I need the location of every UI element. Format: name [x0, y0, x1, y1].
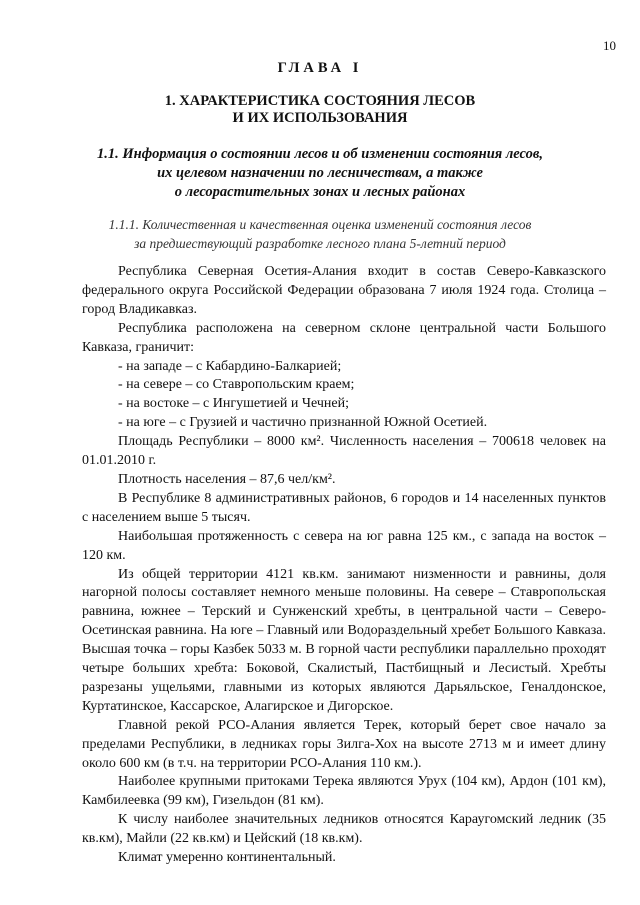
- paragraph: Площадь Республики – 8000 км². Численность населения – 700618 человек на 01.01.2010 г.: [82, 434, 606, 469]
- section-heading-line: И ИХ ИСПОЛЬЗОВАНИЯ: [232, 110, 408, 126]
- paragraph: Республика Северная Осетия-Алания входит в состав Северо-Кавказского федерального округа Российской Федерации образована 7 июля 1924 года. Столица – город Владикавказ.: [82, 264, 606, 317]
- paragraph: Климат умеренно континентальный.: [118, 850, 336, 866]
- paragraph: Плотность населения – 87,6 чел/км².: [118, 471, 336, 487]
- subsubsection-heading: [80, 215, 560, 253]
- subsection-heading-line: о лесорастительных зонах и лесных районах: [174, 184, 466, 200]
- subsection-heading-line: их целевом назначении по лесничествам, а также: [157, 165, 483, 181]
- list-item: - на юге – с Грузией и частично признанной Южной Осетией.: [118, 415, 488, 431]
- paragraph: Главной рекой РСО-Алания является Терек, который берет свое начало за пределами Республики, в ледниках горы Зилга-Хох на высоте 2713 м и имеет длину около 600 км (в т.ч. на территории РСО-Алания 110 км.).: [82, 717, 606, 771]
- paragraph: Из общей территории 4121 кв.км. занимают низменности и равнины, доля нагорной полосы составляет немного меньше половины. На севере – Ставропольская равнина, южнее – Терский и Сунженский хребты, в центральной части – Северо-Осетинская равнина. На юге – Главный или Водораздельный хребет Большого Кавказа. Высшая точка – горы Казбек 5033 м. В горной части республики параллельно проходят четыре больших хребта: Боковой, Скалистый, Пастбищный и Лесистый. Хребты разрезаны ущельями, главными из которых являются Дарьяльское, Геналдонское, Куртатинское, Кассарское, Алагирское и Дигорское.: [82, 566, 606, 714]
- subsection-heading-line: 1.1. Информация о состоянии лесов и об изменении состояния лесов,: [97, 146, 543, 162]
- paragraph: Республика расположена на северном склоне центральной части Большого Кавказа, граничит:: [82, 320, 606, 355]
- paragraph: В Республике 8 административных районов, 6 городов и 14 населенных пунктов с населением выше 5 тысяч.: [82, 490, 606, 525]
- section-heading-line: 1. ХАРАКТЕРИСТИКА СОСТОЯНИЯ ЛЕСОВ: [164, 93, 476, 109]
- list-item: - на западе – с Кабардино-Балкарией;: [118, 358, 342, 374]
- list-item: - на востоке – с Ингушетией и Чечней;: [118, 396, 349, 412]
- paragraph: К числу наиболее значительных ледников относятся Караугомский ледник (35 кв.км), Майли (22 кв.км) и Цейский (18 кв.км).: [82, 812, 606, 847]
- chapter-heading: ГЛАВА I: [277, 60, 363, 76]
- body-text: [82, 263, 606, 868]
- section-heading: [0, 93, 640, 127]
- subsubsection-heading-line: 1.1.1. Количественная и качественная оценка изменений состояния лесов: [108, 217, 532, 232]
- list-item: - на севере – со Ставропольским краем;: [118, 377, 355, 393]
- subsubsection-heading-line: за предшествующий разработке лесного плана 5-летний период: [134, 236, 506, 251]
- subsection-heading: [60, 145, 580, 202]
- paragraph: Наибольшая протяженность с севера на юг равна 125 км., с запада на восток – 120 км.: [82, 528, 606, 563]
- paragraph: Наиболее крупными притоками Терека являются Урух (104 км), Ардон (101 км), Камбилеевка (99 км), Гизельдон (81 км).: [82, 774, 606, 809]
- page-number: 10: [603, 38, 616, 53]
